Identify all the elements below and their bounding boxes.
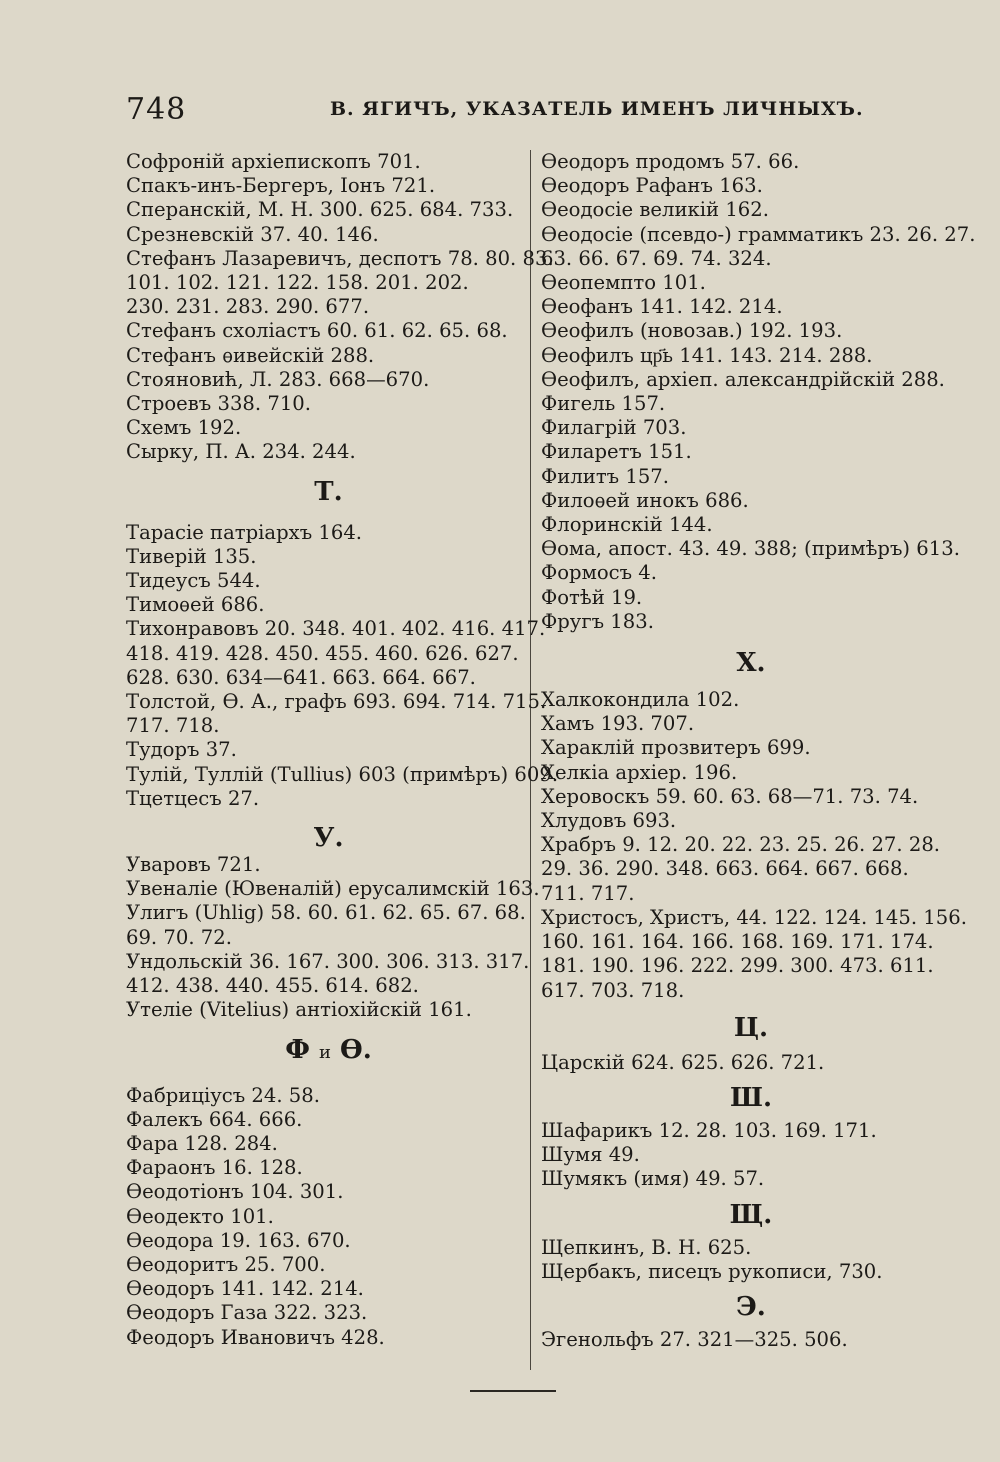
index-line: Тулій, Туллій (Tullius) 603 (примѣръ) 609. xyxy=(126,762,559,786)
index-line: 628. 630. 634—641. 663. 664. 667. xyxy=(126,665,476,689)
index-line: Ѳеодекто 101. xyxy=(126,1204,274,1228)
index-line: 617. 703. 718. xyxy=(541,978,685,1002)
index-line: Тцетцесъ 27. xyxy=(126,786,260,810)
index-line: Уваровъ 721. xyxy=(126,853,261,877)
index-line: Спакъ-инъ-Бергеръ, Іонъ 721. xyxy=(126,174,436,198)
index-line: Ѳеодотіонъ 104. 301. xyxy=(126,1180,344,1204)
index-line: Ѳома, апост. 43. 49. 388; (примѣръ) 613. xyxy=(541,537,960,561)
index-line: Ѳеодоритъ 25. 700. xyxy=(126,1252,326,1276)
index-line: Стефанъ Лазаревичъ, деспотъ 78. 80. 83. xyxy=(126,246,554,270)
index-line: Ѳеодоръ Газа 322. 323. xyxy=(126,1301,368,1325)
index-line: Улигъ (Uhlig) 58. 60. 61. 62. 65. 67. 68. xyxy=(126,901,526,925)
index-line: Хамъ 193. 707. xyxy=(541,712,695,736)
heading-f-conjunction: и xyxy=(318,1041,331,1063)
index-line: Ѳеодоръ 141. 142. 214. xyxy=(126,1277,364,1301)
index-line: Срезневскій 37. 40. 146. xyxy=(126,222,379,246)
index-line: Тимоѳей 686. xyxy=(126,593,265,617)
index-line: Хелкіа архіер. 196. xyxy=(541,760,738,784)
heading-fita-letter: Ѳ. xyxy=(340,1034,372,1065)
index-line: Тудоръ 37. xyxy=(126,738,237,762)
index-line: Фотѣй 19. xyxy=(541,585,643,609)
section-heading-u: У. xyxy=(313,823,344,854)
index-line: Шумя 49. xyxy=(541,1143,640,1167)
index-line: Ѳеодора 19. 163. 670. xyxy=(126,1228,351,1252)
index-line: Царскій 624. 625. 626. 721. xyxy=(541,1050,825,1074)
index-line: Филитъ 157. xyxy=(541,464,669,488)
index-line: Хлудовъ 693. xyxy=(541,809,677,833)
index-line: Христосъ, Христъ, 44. 122. 124. 145. 156. xyxy=(541,905,967,929)
index-block-sh xyxy=(541,1119,961,1192)
index-line: Сырку, П. А. 234. 244. xyxy=(126,440,356,464)
index-line: Шафарикъ 12. 28. 103. 169. 171. xyxy=(541,1118,877,1142)
section-heading-e: Э. xyxy=(736,1291,766,1322)
index-line: Утеліе (Vitelius) антіохійскій 161. xyxy=(126,998,472,1022)
section-heading-t: Т. xyxy=(314,476,343,507)
index-line: 29. 36. 290. 348. 663. 664. 667. 668. xyxy=(541,857,909,881)
index-line: Ѳеодосіе (псевдо-) грамматикъ 23. 26. 27. xyxy=(541,222,976,246)
right-column xyxy=(541,150,976,1352)
section-heading-ts: Ц. xyxy=(733,1012,769,1043)
index-line: 160. 161. 164. 166. 168. 169. 171. 174. xyxy=(541,930,934,954)
index-line: 230. 231. 283. 290. 677. xyxy=(126,295,370,319)
index-line: 418. 419. 428. 450. 455. 460. 626. 627. xyxy=(126,641,519,665)
section-heading-f xyxy=(126,1035,531,1068)
index-line: Тарасіе патріархъ 164. xyxy=(126,520,363,544)
index-line: Филагрій 703. xyxy=(541,416,687,440)
index-line: Фигель 157. xyxy=(541,392,666,416)
index-line: Ѳеофилъ (новозав.) 192. 193. xyxy=(541,319,843,343)
index-block-fita xyxy=(541,150,976,634)
footer-rule xyxy=(470,1390,556,1392)
index-line: Филаретъ 151. xyxy=(541,440,692,464)
index-line: Ѳеофанъ 141. 142. 214. xyxy=(541,295,783,319)
index-line: Толстой, Ѳ. А., графъ 693. 694. 714. 715. xyxy=(126,690,547,714)
index-line: Хараклій прозвитеръ 699. xyxy=(541,736,811,760)
index-line: Феодоръ Ивановичъ 428. xyxy=(126,1325,385,1349)
index-line: Фругъ 183. xyxy=(541,609,654,633)
index-line: Ѳеопемпто 101. xyxy=(541,271,706,295)
index-line: Стефанъ схоліастъ 60. 61. 62. 65. 68. xyxy=(126,319,508,343)
index-line: Формосъ 4. xyxy=(541,561,658,585)
index-line: Фараонъ 16. 128. xyxy=(126,1156,303,1180)
index-block-e xyxy=(541,1328,961,1352)
index-line: 181. 190. 196. 222. 299. 300. 473. 611. xyxy=(541,954,934,978)
index-line: Храбръ 9. 12. 20. 22. 23. 25. 26. 27. 28. xyxy=(541,833,941,857)
index-line: Софроній архіепископъ 701. xyxy=(126,150,421,173)
index-line: Стояновић, Л. 283. 668—670. xyxy=(126,367,430,391)
index-block-t xyxy=(126,520,559,811)
index-line: Фабриціусъ 24. 58. xyxy=(126,1083,320,1107)
index-block-ts xyxy=(541,1051,961,1075)
section-heading-kh: Х. xyxy=(736,648,766,679)
section-heading-sh: Ш. xyxy=(729,1082,773,1113)
page-number: 748 xyxy=(126,92,187,127)
index-line: 101. 102. 121. 122. 158. 201. 202. xyxy=(126,271,469,295)
index-line: Флоринскій 144. xyxy=(541,513,713,537)
index-line: Сперанскій, М. Н. 300. 625. 684. 733. xyxy=(126,198,514,222)
index-line: Шумякъ (имя) 49. 57. xyxy=(541,1167,765,1191)
index-block-shch xyxy=(541,1236,961,1284)
index-line: Халкокондила 102. xyxy=(541,688,740,712)
index-line: Ундольскій 36. 167. 300. 306. 313. 317. xyxy=(126,949,530,973)
index-line: Тиверій 135. xyxy=(126,544,257,568)
index-line: Тихонравовъ 20. 348. 401. 402. 416. 417. xyxy=(126,617,546,641)
index-line: Ѳеодоръ Рафанъ 163. xyxy=(541,174,763,198)
left-column xyxy=(126,150,559,1350)
index-line: Тидеусъ 544. xyxy=(126,569,261,593)
index-line: Фалекъ 664. 666. xyxy=(126,1107,303,1131)
index-line: 711. 717. xyxy=(541,881,635,905)
index-line: Херовоскъ 59. 60. 63. 68—71. 73. 74. xyxy=(541,784,919,808)
index-line: Ѳеодосіе великій 162. xyxy=(541,198,769,222)
index-line: Схемъ 192. xyxy=(126,416,242,440)
index-block-kh xyxy=(541,688,967,1003)
index-line: Увеналіе (Ювеналій) ерусалимскій 163. xyxy=(126,877,540,901)
index-line: Щербакъ, писецъ рукописи, 730. xyxy=(541,1259,883,1283)
heading-f-letter: Ф xyxy=(285,1034,310,1065)
index-line: 69. 70. 72. xyxy=(126,925,232,949)
index-line: 63. 66. 67. 69. 74. 324. xyxy=(541,246,772,270)
index-block-f xyxy=(126,1084,531,1350)
index-line: 412. 438. 440. 455. 614. 682. xyxy=(126,974,419,998)
index-line: Строевъ 338. 710. xyxy=(126,392,311,416)
index-line: Стефанъ ѳивейскій 288. xyxy=(126,343,375,367)
index-line: Щепкинъ, В. Н. 625. xyxy=(541,1235,752,1259)
index-line: 717. 718. xyxy=(126,714,220,738)
section-heading-shch: Щ. xyxy=(729,1199,773,1230)
running-head: В. ЯГИЧЪ, УКАЗАТЕЛЬ ИМЕНЪ ЛИЧНЫХЪ. xyxy=(330,98,864,120)
index-line: Фара 128. 284. xyxy=(126,1131,278,1155)
index-block-u xyxy=(126,853,540,1022)
index-line: Филоѳей инокъ 686. xyxy=(541,488,749,512)
index-line: Ѳеофилъ, архіеп. александрійскій 288. xyxy=(541,367,945,391)
index-line: Ѳеофилъ цр҃ь 141. 143. 214. 288. xyxy=(541,343,873,367)
index-block-s xyxy=(126,150,554,465)
index-line: Эгенольфъ 27. 321—325. 506. xyxy=(541,1327,848,1351)
index-line: Ѳеодоръ продомъ 57. 66. xyxy=(541,150,800,173)
